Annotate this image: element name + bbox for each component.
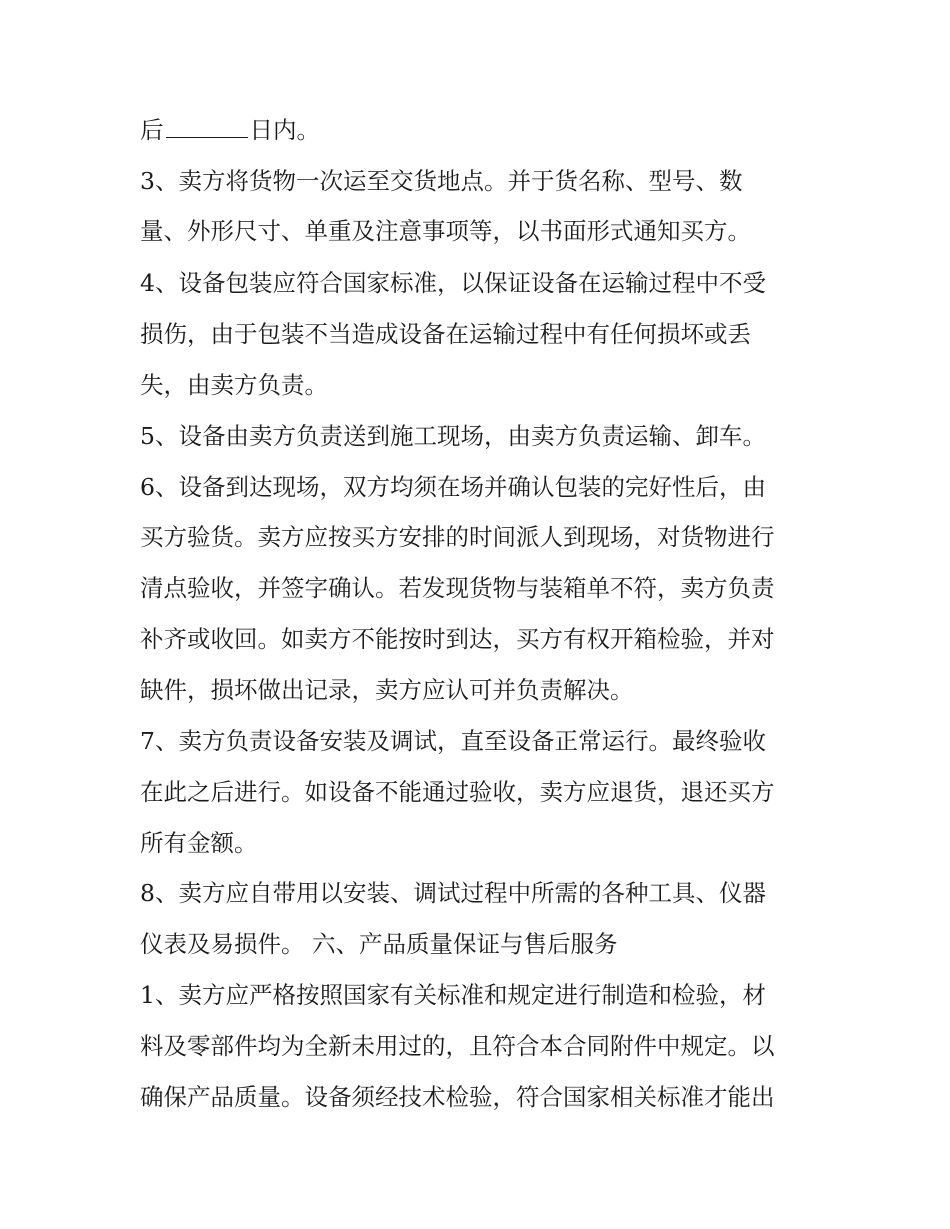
text-line: 清点验收，并签字确认。若发现货物与装箱单不符，卖方负责: [140, 574, 775, 602]
text-line: 8、卖方应自带用以安装、调试过程中所需的各种工具、仪器: [140, 879, 766, 907]
text-line: 缺件，损坏做出记录，卖方应认可并负责解决。: [140, 676, 634, 704]
text-line: 所有金额。: [140, 829, 258, 857]
text-line: 损伤，由于包装不当造成设备在运输过程中有任何损坏或丢: [140, 320, 751, 348]
text-fragment: 后: [140, 116, 164, 144]
text-line: 7、卖方负责设备安装及调试，直至设备正常运行。最终验收: [140, 727, 766, 755]
text-line: 补齐或收回。如卖方不能按时到达，买方有权开箱检验，并对: [140, 625, 775, 653]
text-line: 买方验货。卖方应按买方安排的时间派人到现场，对货物进行: [140, 523, 775, 551]
text-line: 确保产品质量。设备须经技术检验，符合国家相关标准才能出: [140, 1083, 775, 1111]
text-line: 失，由卖方负责。: [140, 371, 328, 399]
blank-underline: [166, 115, 248, 138]
text-line: 仪表及易损件。 六、产品质量保证与售后服务: [140, 930, 618, 958]
text-line: 4、设备包装应符合国家标准，以保证设备在运输过程中不受: [140, 269, 766, 297]
text-line: 5、设备由卖方负责送到施工现场，由卖方负责运输、卸车。: [140, 422, 766, 450]
text-fragment: 日内。: [249, 116, 320, 144]
text-line: 1、卖方应严格按照国家有关标准和规定进行制造和检验，材: [140, 981, 766, 1009]
text-line: 在此之后进行。如设备不能通过验收，卖方应退货，退还买方: [140, 778, 775, 806]
text-line: [140, 112, 820, 148]
text-line: 3、卖方将货物一次运至交货地点。并于货名称、型号、数: [140, 167, 743, 195]
text-line: 6、设备到达现场，双方均须在场并确认包装的完好性后，由: [140, 473, 766, 501]
text-line: 料及零部件均为全新未用过的，且符合本合同附件中规定。以: [140, 1032, 775, 1060]
text-line: 量、外形尺寸、单重及注意事项等，以书面形式通知买方。: [140, 217, 751, 245]
